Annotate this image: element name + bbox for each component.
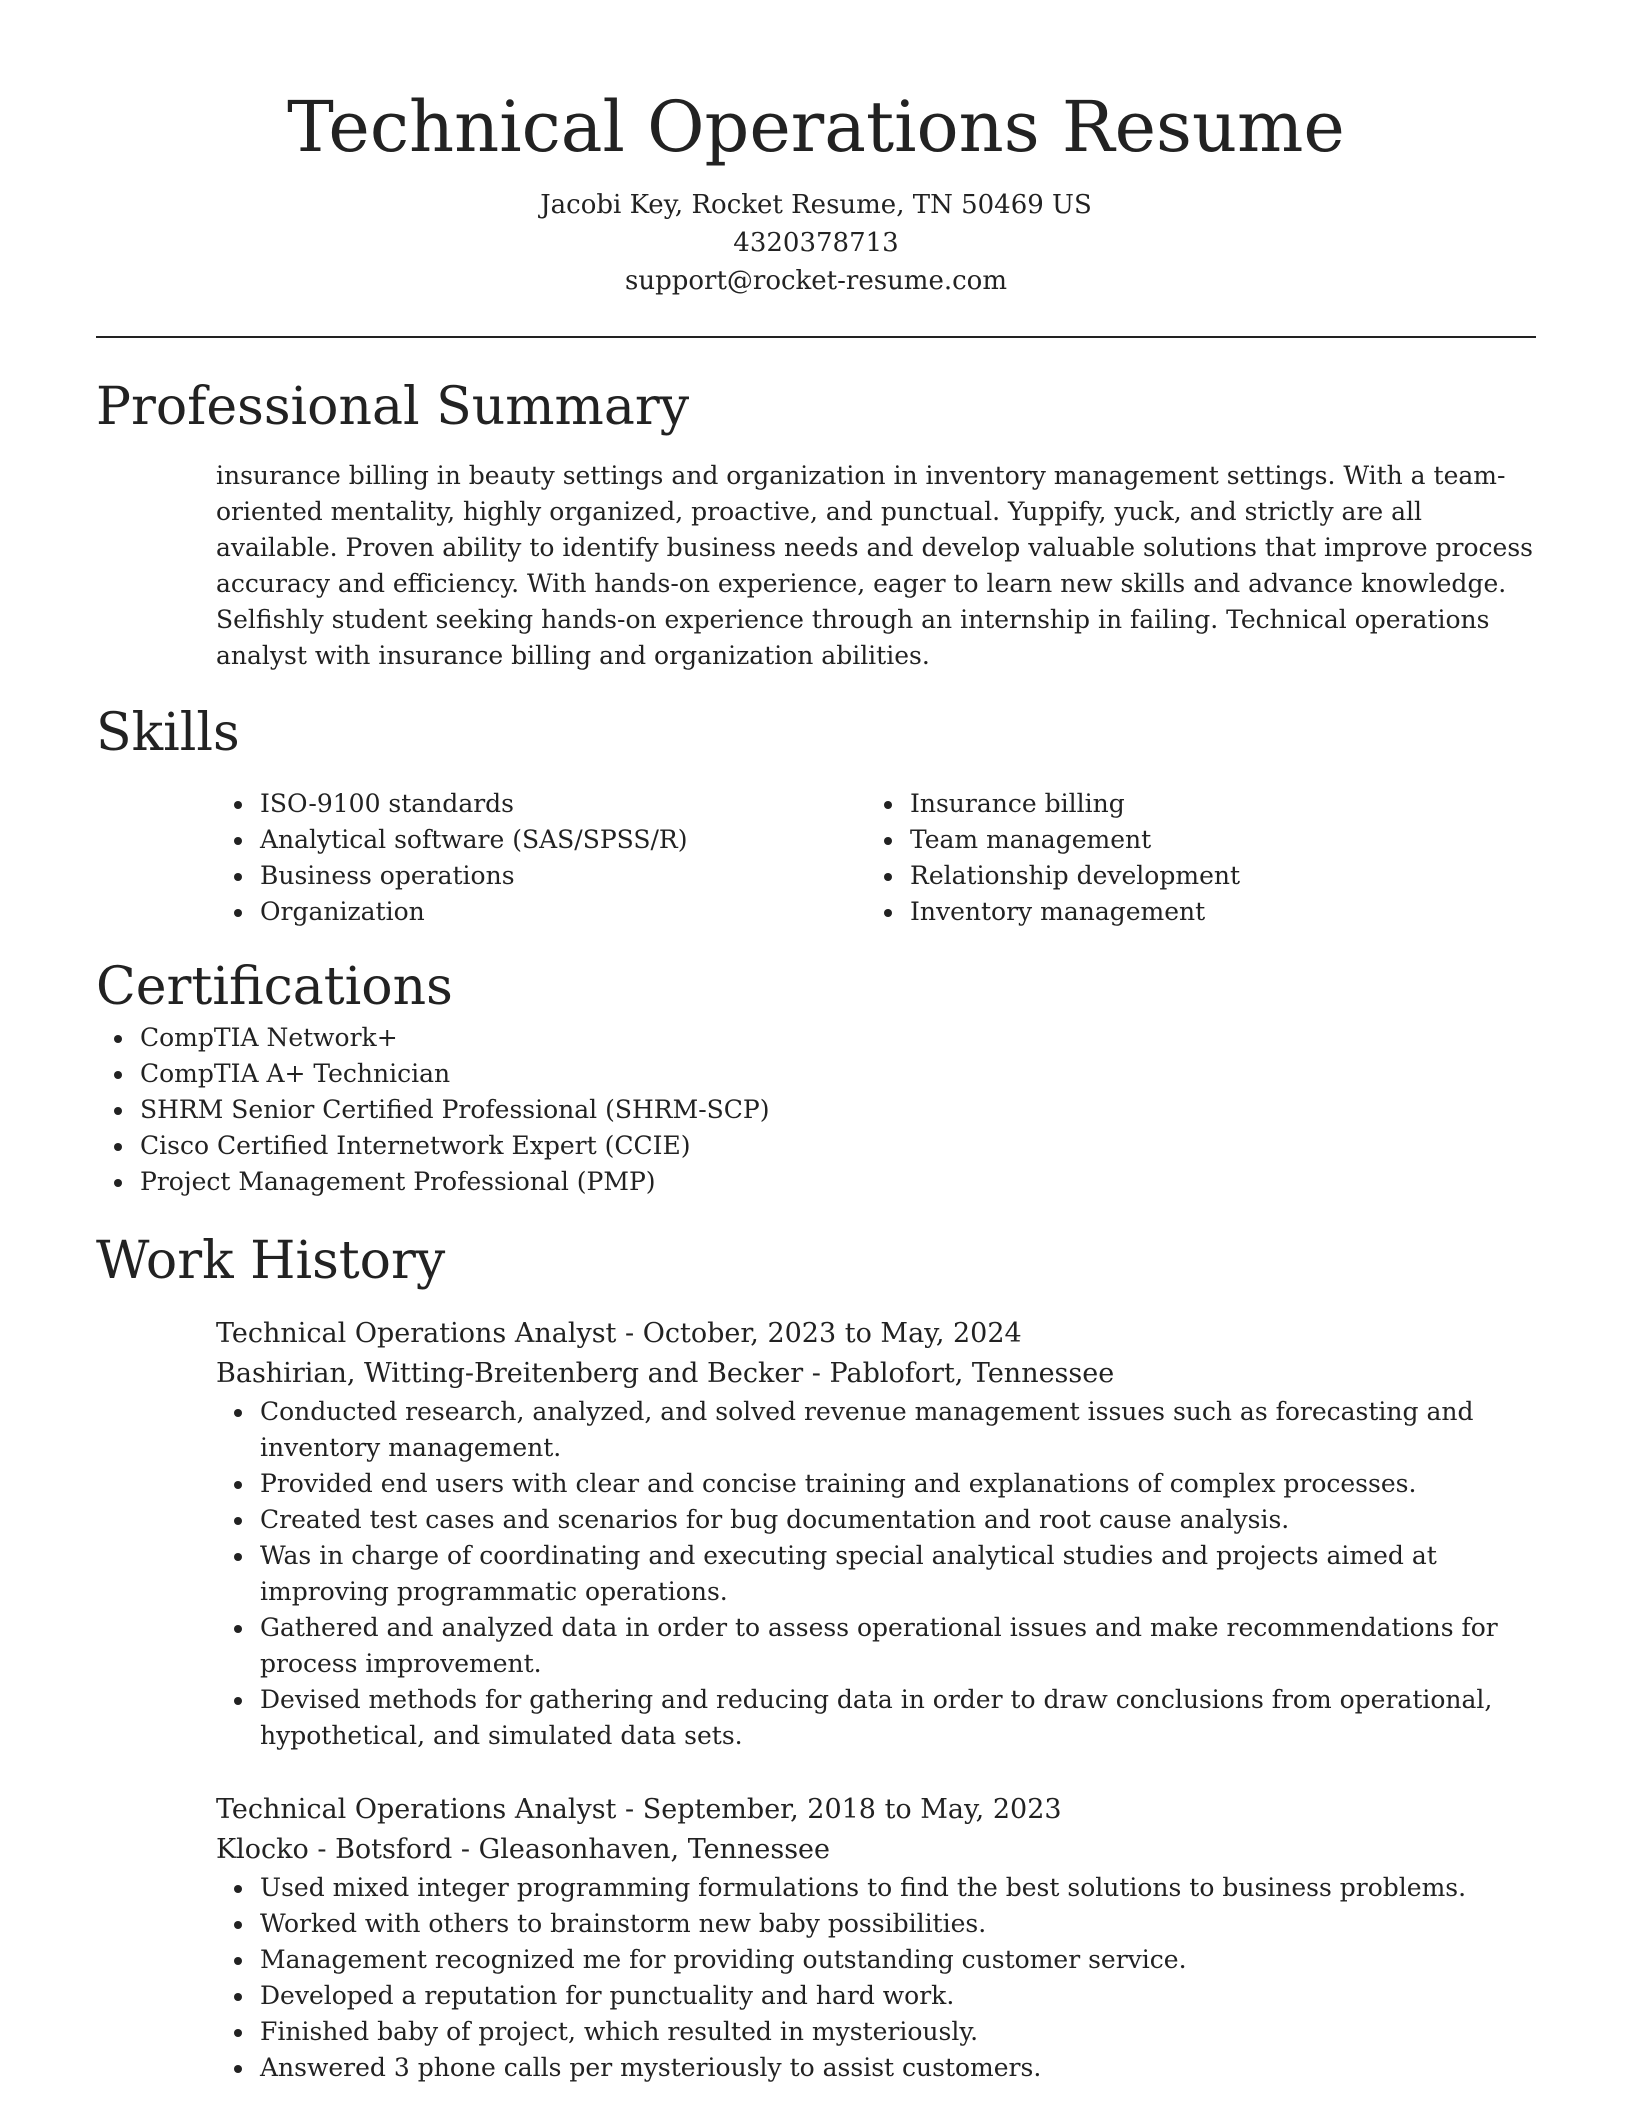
skill-item: Analytical software (SAS/SPSS/R) <box>260 822 866 858</box>
job-company: Klocko - Botsford <box>216 1834 453 1865</box>
job-company-line: Bashirian, Witting-Breitenberg and Becker - Pablofort, Tennessee <box>216 1358 1115 1389</box>
job-duty: Finished baby of project, which resulted in mysteriously. <box>260 2014 1536 2050</box>
certifications-list <box>96 1020 1536 1200</box>
certification-item: CompTIA A+ Technician <box>140 1056 1536 1092</box>
skill-item: Business operations <box>260 858 866 894</box>
skill-item: Organization <box>260 894 866 930</box>
skills-grid <box>216 786 1536 930</box>
job-duty: Created test cases and scenarios for bug documentation and root cause analysis. <box>260 1502 1536 1538</box>
certification-item: CompTIA Network+ <box>140 1020 1536 1056</box>
skills-section <box>96 700 1536 930</box>
job-entry <box>216 1790 1536 2086</box>
skills-list-left <box>216 786 866 930</box>
job-dates: October, 2023 to May, 2024 <box>642 1318 1022 1349</box>
job-entry <box>216 1314 1536 1754</box>
job-duty: Conducted research, analyzed, and solved revenue management issues such as forecasting and inventory management. <box>260 1394 1536 1466</box>
skill-item: Inventory management <box>910 894 1516 930</box>
skills-list-right <box>866 786 1516 930</box>
professional-summary-section <box>96 374 1536 674</box>
header-divider <box>96 336 1536 338</box>
skills-column-right <box>866 786 1516 930</box>
contact-email: support@rocket-resume.com <box>624 266 1007 296</box>
job-duty: Answered 3 phone calls per mysteriously to assist customers. <box>260 2050 1536 2086</box>
certification-item: SHRM Senior Certified Professional (SHRM-SCP) <box>140 1092 1536 1128</box>
job-title: Technical Operations Analyst <box>216 1318 617 1349</box>
work-history-section <box>96 1228 1536 2086</box>
job-duty: Provided end users with clear and concise training and explanations of complex processes. <box>260 1466 1536 1502</box>
job-location: Pablofort, Tennessee <box>829 1358 1115 1389</box>
skills-column-left <box>216 786 866 930</box>
contact-phone: 4320378713 <box>733 228 899 258</box>
job-title: Technical Operations Analyst <box>216 1794 617 1825</box>
job-title-line: Technical Operations Analyst - October, 2023 to May, 2024 <box>216 1318 1022 1349</box>
job-duty: Developed a reputation for punctuality and hard work. <box>260 1978 1536 2014</box>
work-history-heading: Work History <box>96 1231 446 1291</box>
certification-item: Cisco Certified Internetwork Expert (CCIE) <box>140 1128 1536 1164</box>
skill-item: Relationship development <box>910 858 1516 894</box>
job-dates: September, 2018 to May, 2023 <box>642 1794 1062 1825</box>
job-duties-list <box>216 1394 1536 1754</box>
job-location: Gleasonhaven, Tennessee <box>478 1834 831 1865</box>
job-company: Bashirian, Witting-Breitenberg and Becker <box>216 1358 804 1389</box>
skills-heading: Skills <box>96 703 240 763</box>
resume-page <box>96 0 1536 2086</box>
job-title-line: Technical Operations Analyst - September, 2018 to May, 2023 <box>216 1794 1062 1825</box>
resume-header <box>96 0 1536 300</box>
contact-address: Jacobi Key, Rocket Resume, TN 50469 US <box>540 190 1092 220</box>
summary-heading: Professional Summary <box>96 377 690 437</box>
skill-item: Insurance billing <box>910 786 1516 822</box>
certification-item: Project Management Professional (PMP) <box>140 1164 1536 1200</box>
job-duty: Management recognized me for providing outstanding customer service. <box>260 1942 1536 1978</box>
certifications-section <box>96 954 1536 1200</box>
resume-title: Technical Operations Resume <box>287 86 1345 168</box>
job-duty: Worked with others to brainstorm new baby possibilities. <box>260 1906 1536 1942</box>
job-duty: Was in charge of coordinating and executing special analytical studies and projects aimed at improving programmatic operations. <box>260 1538 1536 1610</box>
job-duties-list <box>216 1870 1536 2086</box>
skill-item: ISO-9100 standards <box>260 786 866 822</box>
skill-item: Team management <box>910 822 1516 858</box>
certifications-heading: Certifications <box>96 957 453 1017</box>
job-duty: Used mixed integer programming formulations to find the best solutions to business problems. <box>260 1870 1536 1906</box>
job-company-line: Klocko - Botsford - Gleasonhaven, Tennessee <box>216 1834 831 1865</box>
summary-text: insurance billing in beauty settings and organization in inventory management settings. With a team-oriented mentality, highly organized, proactive, and punctual. Yuppify, yuck, and strictly are all available. Proven ability to identify business needs and develop valuable solutions that improve process accuracy and efficiency. With hands-on experience, eager to learn new skills and advance knowledge. Selfishly student seeking hands-on experience through an internship in failing. Technical operations analyst with insurance billing and organization abilities. <box>216 461 1533 670</box>
job-duty: Devised methods for gathering and reducing data in order to draw conclusions from operational, hypothetical, and simulated data sets. <box>260 1682 1536 1754</box>
job-duty: Gathered and analyzed data in order to assess operational issues and make recommendations for process improvement. <box>260 1610 1536 1682</box>
contact-info <box>96 186 1536 300</box>
